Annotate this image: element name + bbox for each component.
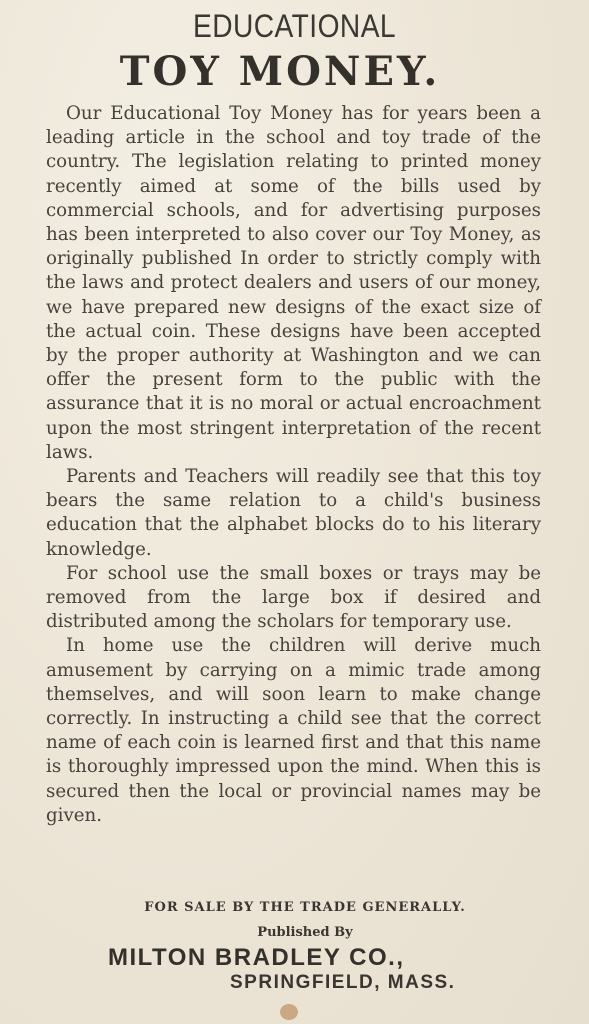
body-text [46, 102, 541, 828]
paragraph-4: In home use the children will derive much amusement by carrying on a mimic trade among themselves, and will soon learn to make change correctly. In instructing a child see that the correct name of each coin is learned first and that this name is thoroughly impressed upon the mind. When this is secured then the local or provincial names may be given. [46, 635, 541, 826]
page-title: TOY MONEY. [119, 48, 441, 95]
publisher-name: MILTON BRADLEY CO., [108, 944, 405, 971]
publisher-city: SPRINGFIELD, MASS. [230, 972, 456, 993]
paper-stain [280, 1004, 298, 1020]
published-by-label: Published By [257, 925, 353, 940]
paragraph-2: Parents and Teachers will readily see that this toy bears the same relation to a child's business education that the alphabet blocks do to his literary knowledge. [46, 466, 541, 560]
sale-notice: FOR SALE BY THE TRADE GENERALLY. [144, 900, 466, 915]
paragraph-3: For school use the small boxes or trays may be removed from the large box if desired and distributed among the scholars for temporary use. [46, 562, 541, 633]
heading-line-1: EDUCATIONAL [192, 8, 397, 44]
paragraph-1: Our Educational Toy Money has for years been a leading article in the school and toy trade of the country. The legislation relating to printed money recently aimed at some of the bills used by commercial schools, and for advertising purposes has been interpreted to also cover our Toy Money, as originally published In order to strictly comply with the laws and protect dealers and users of our money, we have prepared new designs of the exact size of the actual coin. These designs have been accepted by the proper authority at Washington and we can offer the present form to the public with the assurance that it is no moral or actual encroachment upon the most stringent interpretation of the recent laws. [46, 103, 541, 463]
